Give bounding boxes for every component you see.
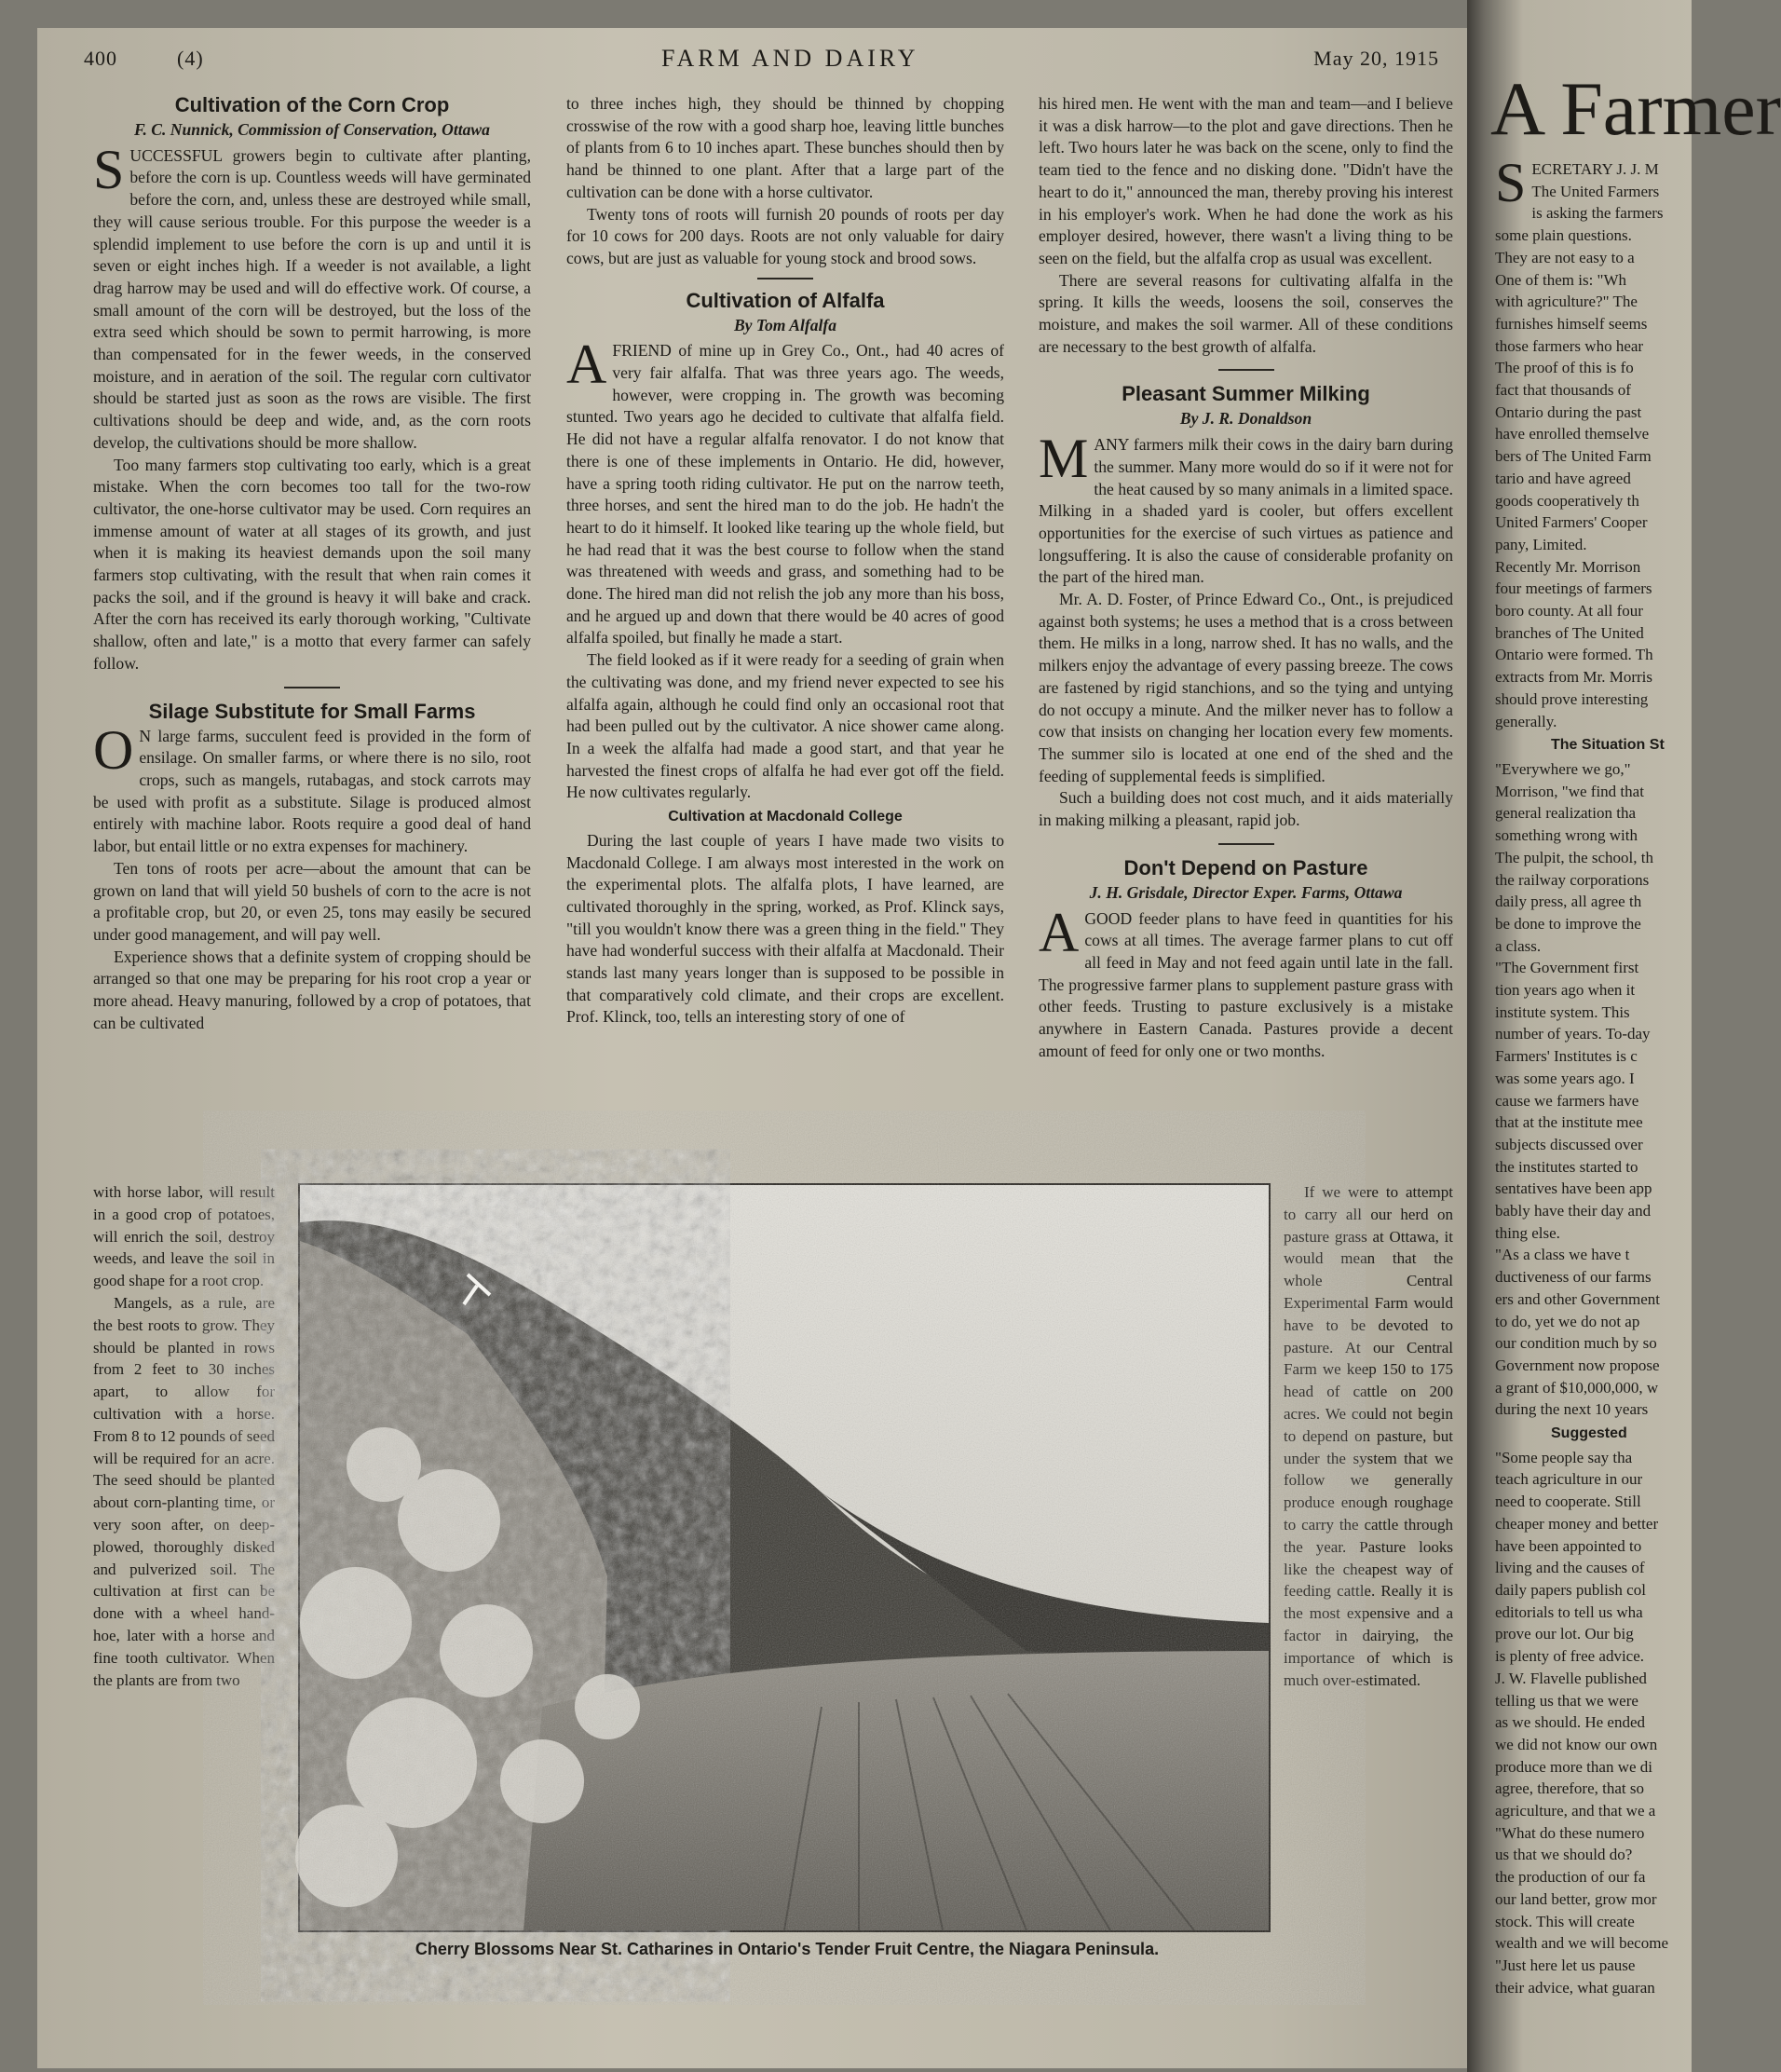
divider xyxy=(1218,843,1274,845)
section-number: (4) xyxy=(177,47,204,70)
column-1 xyxy=(93,93,531,1034)
drop-cap: A xyxy=(1039,901,1080,963)
subheading: Cultivation at Macdonald College xyxy=(668,809,903,825)
column-3-lower xyxy=(1284,1181,1453,1691)
divider xyxy=(284,687,340,688)
adjacent-headline: A Farmer xyxy=(1490,66,1781,151)
paragraph: with horse labor, will result in a good crop of potatoes, will enrich the soil, destroy weeds, and leave the soil in good shape for a root crop. xyxy=(93,1183,275,1290)
paragraph: During the last couple of years I have made two visits to Macdonald College. I am always most interested in the work on the experimental plots. The alfalfa plots, I have learned, are cultivated thoroughly in the spring, worked, as Prof. Klinck says, "till you wouldn't know there was a green thing in the field." They have had wonderful success with their alfalfa at Macdonald. Their stands last many years longer than is supposed to be possible in that comparatively cold climate, and their crops are excellent. Prof. Klinck, too, tells an interesting story of one of xyxy=(566,830,1004,1027)
photo-caption: Cherry Blossoms Near St. Catharines in Ontario's Tender Fruit Centre, the Niagara Peninsula. xyxy=(415,1940,1160,1958)
paragraph: "Everywhere we go," Morrison, "we find that general realization tha something wrong with The pulpit, the school, th the railway corporations daily press, all agree th be done to improve the a class. "The Government first tion years ago when it institute system. This number of years. To-day Farmers' Institutes is c was some years ago. I cause we farmers have that at the institute mee subjects discussed over the institutes started to sentatives have been app bably have their day and thing else. "As a class we have t ductiveness of our farms ers and other Government to do, yet we do not ap our condition much by so Government now propose a grant of $10,000,000, w during the next 10 years xyxy=(1495,759,1661,1419)
paragraph: There are several reasons for cultivating alfalfa in the spring. It kills the weeds, loosens the soil, conserves the moisture, and makes the soil warmer. All of these conditions are necessary to the best growth of alfalfa. xyxy=(1039,270,1453,356)
paragraph: AFRIEND of mine up in Grey Co., Ont., had 40 acres of very fair alfalfa. That was three years ago. The weeds, however, were cropping in. The growth was becoming stunted. Two years ago he decided to cultivate that alfalfa field. He did not have a regular alfalfa renovator. I do not know that there is one of these implements in Ontario. He did, however, have a spring tooth riding cultivator. He put on the narrow teeth, three horses, and sent the hired man to do the job. He hadn't the heart to do it himself. It looked like tearing up the whole field, but he had read that it was the best course to follow when the stand was threatened with weeds and grass, and something had to be done. The hired man did not relish the job any more than his boss, and he argued up and down that there would be 40 acres of good alfalfa spoiled, but finally he made a start. xyxy=(566,334,1004,648)
article-title-alfalfa: Cultivation of Alfalfa xyxy=(686,288,885,312)
paragraph: SECRETARY J. J. M The United Farmers is asking the farmers some plain questions. They are not easy to a One of them is: "Wh with agriculture?" The furnishes himself seems those farmers who hear The proof of this is fo fact that thousands of Ontario during the past have enrolled themselve bers of The United Farm tario and have agreed goods cooperatively th United Farmers' Cooper pany, Limited. Recently Mr. Morrison four meetings of farmers boro county. At all four branches of The United Ontario were formed. Th extracts from Mr. Morris should prove interesting generally. xyxy=(1495,152,1664,730)
subheading: The Situation St xyxy=(1551,737,1665,754)
drop-cap: S xyxy=(93,138,125,200)
byline-milking: By J. R. Donaldson xyxy=(1179,409,1312,429)
column-1-lower xyxy=(93,1181,275,1691)
divider xyxy=(1218,369,1274,371)
paragraph: his hired men. He went with the man and team—and I believe it was a disk harrow—to the plot and gave directions. Then he left. Two hours later he was back on the scene, only to find the team tied to the fence and no disking done. "Didn't have the heart to do it," announced the man, thereby proving his interest in his employer's work. When he had done the work as his employer desired, however, there wasn't a living thing to be seen on the field, but the alfalfa crop as usual was excellent. xyxy=(1039,94,1453,267)
article-title-pasture: Don't Depend on Pasture xyxy=(1123,855,1368,879)
subheading: Suggested xyxy=(1551,1425,1627,1442)
paragraph: The field looked as if it were ready for a seeding of grain when the cultivating was done, and my friend never expected to see his alfalfa again, although he could find only an occasional root that had been pulled out by the cultivator. A nice shower came along. In a week the alfalfa had made a good start, and that year he harvested the finest crops of alfalfa he had ever got off the field. He now cultivates regularly. xyxy=(566,650,1004,802)
column-3 xyxy=(1039,93,1453,1062)
byline-alfalfa: By Tom Alfalfa xyxy=(733,315,837,334)
paragraph: Mr. A. D. Foster, of Prince Edward Co., Ont., is prejudiced against both systems; he uses a method that is a cross between them. He milks in a long, narrow shed. It has no walls, and the milkers enjoy the advantage of every passing breeze. The cows are fastened by rigid stanchions, and so the tying and untying do not occupy a minute. And the milker never has to follow a cow that insists on changing her location every few moments. The summer silo is located at one end of the shed and the feeding of supplemental feeds is simplified. xyxy=(1039,590,1453,785)
drop-cap: M xyxy=(1039,428,1089,490)
masthead-title: FARM AND DAIRY xyxy=(661,45,919,72)
drop-cap: O xyxy=(93,718,134,781)
adjacent-page xyxy=(1467,0,1781,2072)
paragraph: Twenty tons of roots will furnish 20 pounds of roots per day for 10 cows for 200 days. Roots are not only valuable for dairy cows, but are just as valuable for young stock and brood sows. xyxy=(566,204,1004,267)
column-2 xyxy=(566,93,1004,1029)
paragraph: Ten tons of roots per acre—about the amount that can be grown on land that will yield 50 bushels of corn to the acre is not a profitable crop, but 20, or even 25, tons may easily be secured under good management, and will pay well. xyxy=(93,858,531,944)
adjacent-column xyxy=(1495,152,1700,1998)
issue-date: May 20, 1915 xyxy=(1313,47,1439,70)
page-number: 400 xyxy=(84,47,117,70)
drop-cap: A xyxy=(566,334,607,396)
paragraph: "Some people say tha teach agriculture in our need to cooperate. Still cheaper money and better have been appointed to living and the causes of daily papers publish col editorials to tell us wha prove our lot. Our big is plenty of free advice. J. W. Flavelle published telling us that we were as we should. He ended we did not know our own produce more than we di agree, therefore, that so agriculture, and that we a "What do these numero us that we should do? the production of our fa our land better, grow mor stock. This will create wealth and we will become "Just here let us pause their advice, what guaran xyxy=(1495,1448,1668,1997)
photo-image xyxy=(300,1185,1269,1930)
paragraph: If we were to attempt to carry all our herd on pasture grass at Ottawa, it would mean that the whole Central Experimental Farm would have to be devoted to pasture. At our Central Farm we keep 150 to 175 head of cattle on 200 acres. We could not begin to depend on pasture, but under the system that we follow we generally produce enough roughage to carry the cattle through the year. Pasture looks like the cheapest way of feeding cattle. Really it is the most expensive and a factor in dairying, the importance of which is much over-estimated. xyxy=(1284,1183,1453,1689)
byline-pasture: J. H. Grisdale, Director Exper. Farms, Ottawa xyxy=(1089,882,1403,902)
paragraph: to three inches high, they should be thinned by chopping crosswise of the row with a good sharp hoe, leaving little bunches of plants from 6 to 10 inches apart. These bunches should then by hand be thinned to one plant. After that a large part of the cultivation can be done with a horse cultivator. xyxy=(566,94,1004,201)
page-header xyxy=(84,47,1458,75)
article-title-milking: Pleasant Summer Milking xyxy=(1122,382,1370,406)
paragraph: Too many farmers stop cultivating too early, which is a great mistake. When the corn becomes too tall for the two-row cultivator, the one-horse cultivator may be used. Corn requires an immense amount of water at all stages of its growth, and just when it is making its heaviest demands upon the soil many farmers stop cultivating, with the result that when rain comes it packs the soil, and if the ground is heavy it will bake and crack. After the corn has received its early thorough working, "Cultivate shallow, often and late," is a motto that every farmer can safely follow. xyxy=(93,455,531,673)
cherry-blossom-photo xyxy=(298,1183,1271,1932)
paragraph: SUCCESSFUL growers begin to cultivate after planting, before the corn is up. Countless weeds will have germinated before the corn, and, unless these are destroyed while small, they will cause serious trouble. For this purpose the weeder is a splendid implement to use before the corn is up and until it is seven or eight inches high. If a weeder is not available, a light drag harrow may be used and will do effective work. Of course, a small amount of the corn will be destroyed, but the loss of the extra seed which should be sown to permit harrowing, is more than compensated for in the fewer weeds, in the conserved moisture, and in aeration of the soil. The regular corn cultivator should be started just as soon as the rows are visible. The first cultivations should be deep and wide, and, as the corn roots develop, the cultivations should be more shallow. xyxy=(93,138,531,452)
article-title-corn: Cultivation of the Corn Crop xyxy=(174,93,450,116)
article-title-silage: Silage Substitute for Small Farms xyxy=(148,699,476,723)
byline-corn: F. C. Nunnick, Commission of Conservation, Ottawa xyxy=(134,120,490,139)
paragraph: MANY farmers milk their cows in the dairy barn during the summer. Many more would do so if it were not for the heat caused by so many animals in a limited space. Milking in a shaded yard is cooler, but offers excellent opportunities for the exercise of such virtues as patience and longsuffering. It is also the cause of considerable profanity on the part of the hired man. xyxy=(1039,428,1453,587)
paragraph: Experience shows that a definite system of cropping should be arranged so that one may be preparing for his root crop a year or more ahead. Heavy manuring, followed by a crop of potatoes, that can be cultivated xyxy=(93,947,531,1032)
drop-cap: S xyxy=(1495,152,1527,213)
paragraph: O N large farms, succulent feed is provided in the form of ensilage. On smaller farms, or where there is no silo, root crops, such as mangels, rutabagas, and stock carrots may be used with profit as a substitute. Silage is produced almost entirely with machine labor. Roots require a good deal of hand labor, but entail little or no extra expenses for machinery. xyxy=(93,718,531,856)
paragraph: AGOOD feeder plans to have feed in quantities for his cows at all times. The average farmer plans to cut off all feed in May and not feed again until late in the fall. The progressive farmer plans to supplement pasture grass with other feeds. Trusting to pasture exclusively is a mistake anywhere in Eastern Canada. Pastures provide a decent amount of feed for only one or two months. xyxy=(1039,901,1453,1060)
divider xyxy=(757,278,813,279)
paragraph: Mangels, as a rule, are the best roots to grow. They should be planted in rows from 2 feet to 30 inches apart, to allow for cultivation with a horse. From 8 to 12 pounds of seed will be required for an acre. The seed should be planted about corn-planting time, or very soon after, on deep-plowed, thoroughly disked and pulverized soil. The cultivation at first can be done with a wheel hand-hoe, later with a horse and fine tooth cultivator. When the plants are from two xyxy=(93,1293,275,1689)
paragraph: Such a building does not cost much, and it aids materially in making milking a pleasant, rapid job. xyxy=(1039,788,1453,830)
